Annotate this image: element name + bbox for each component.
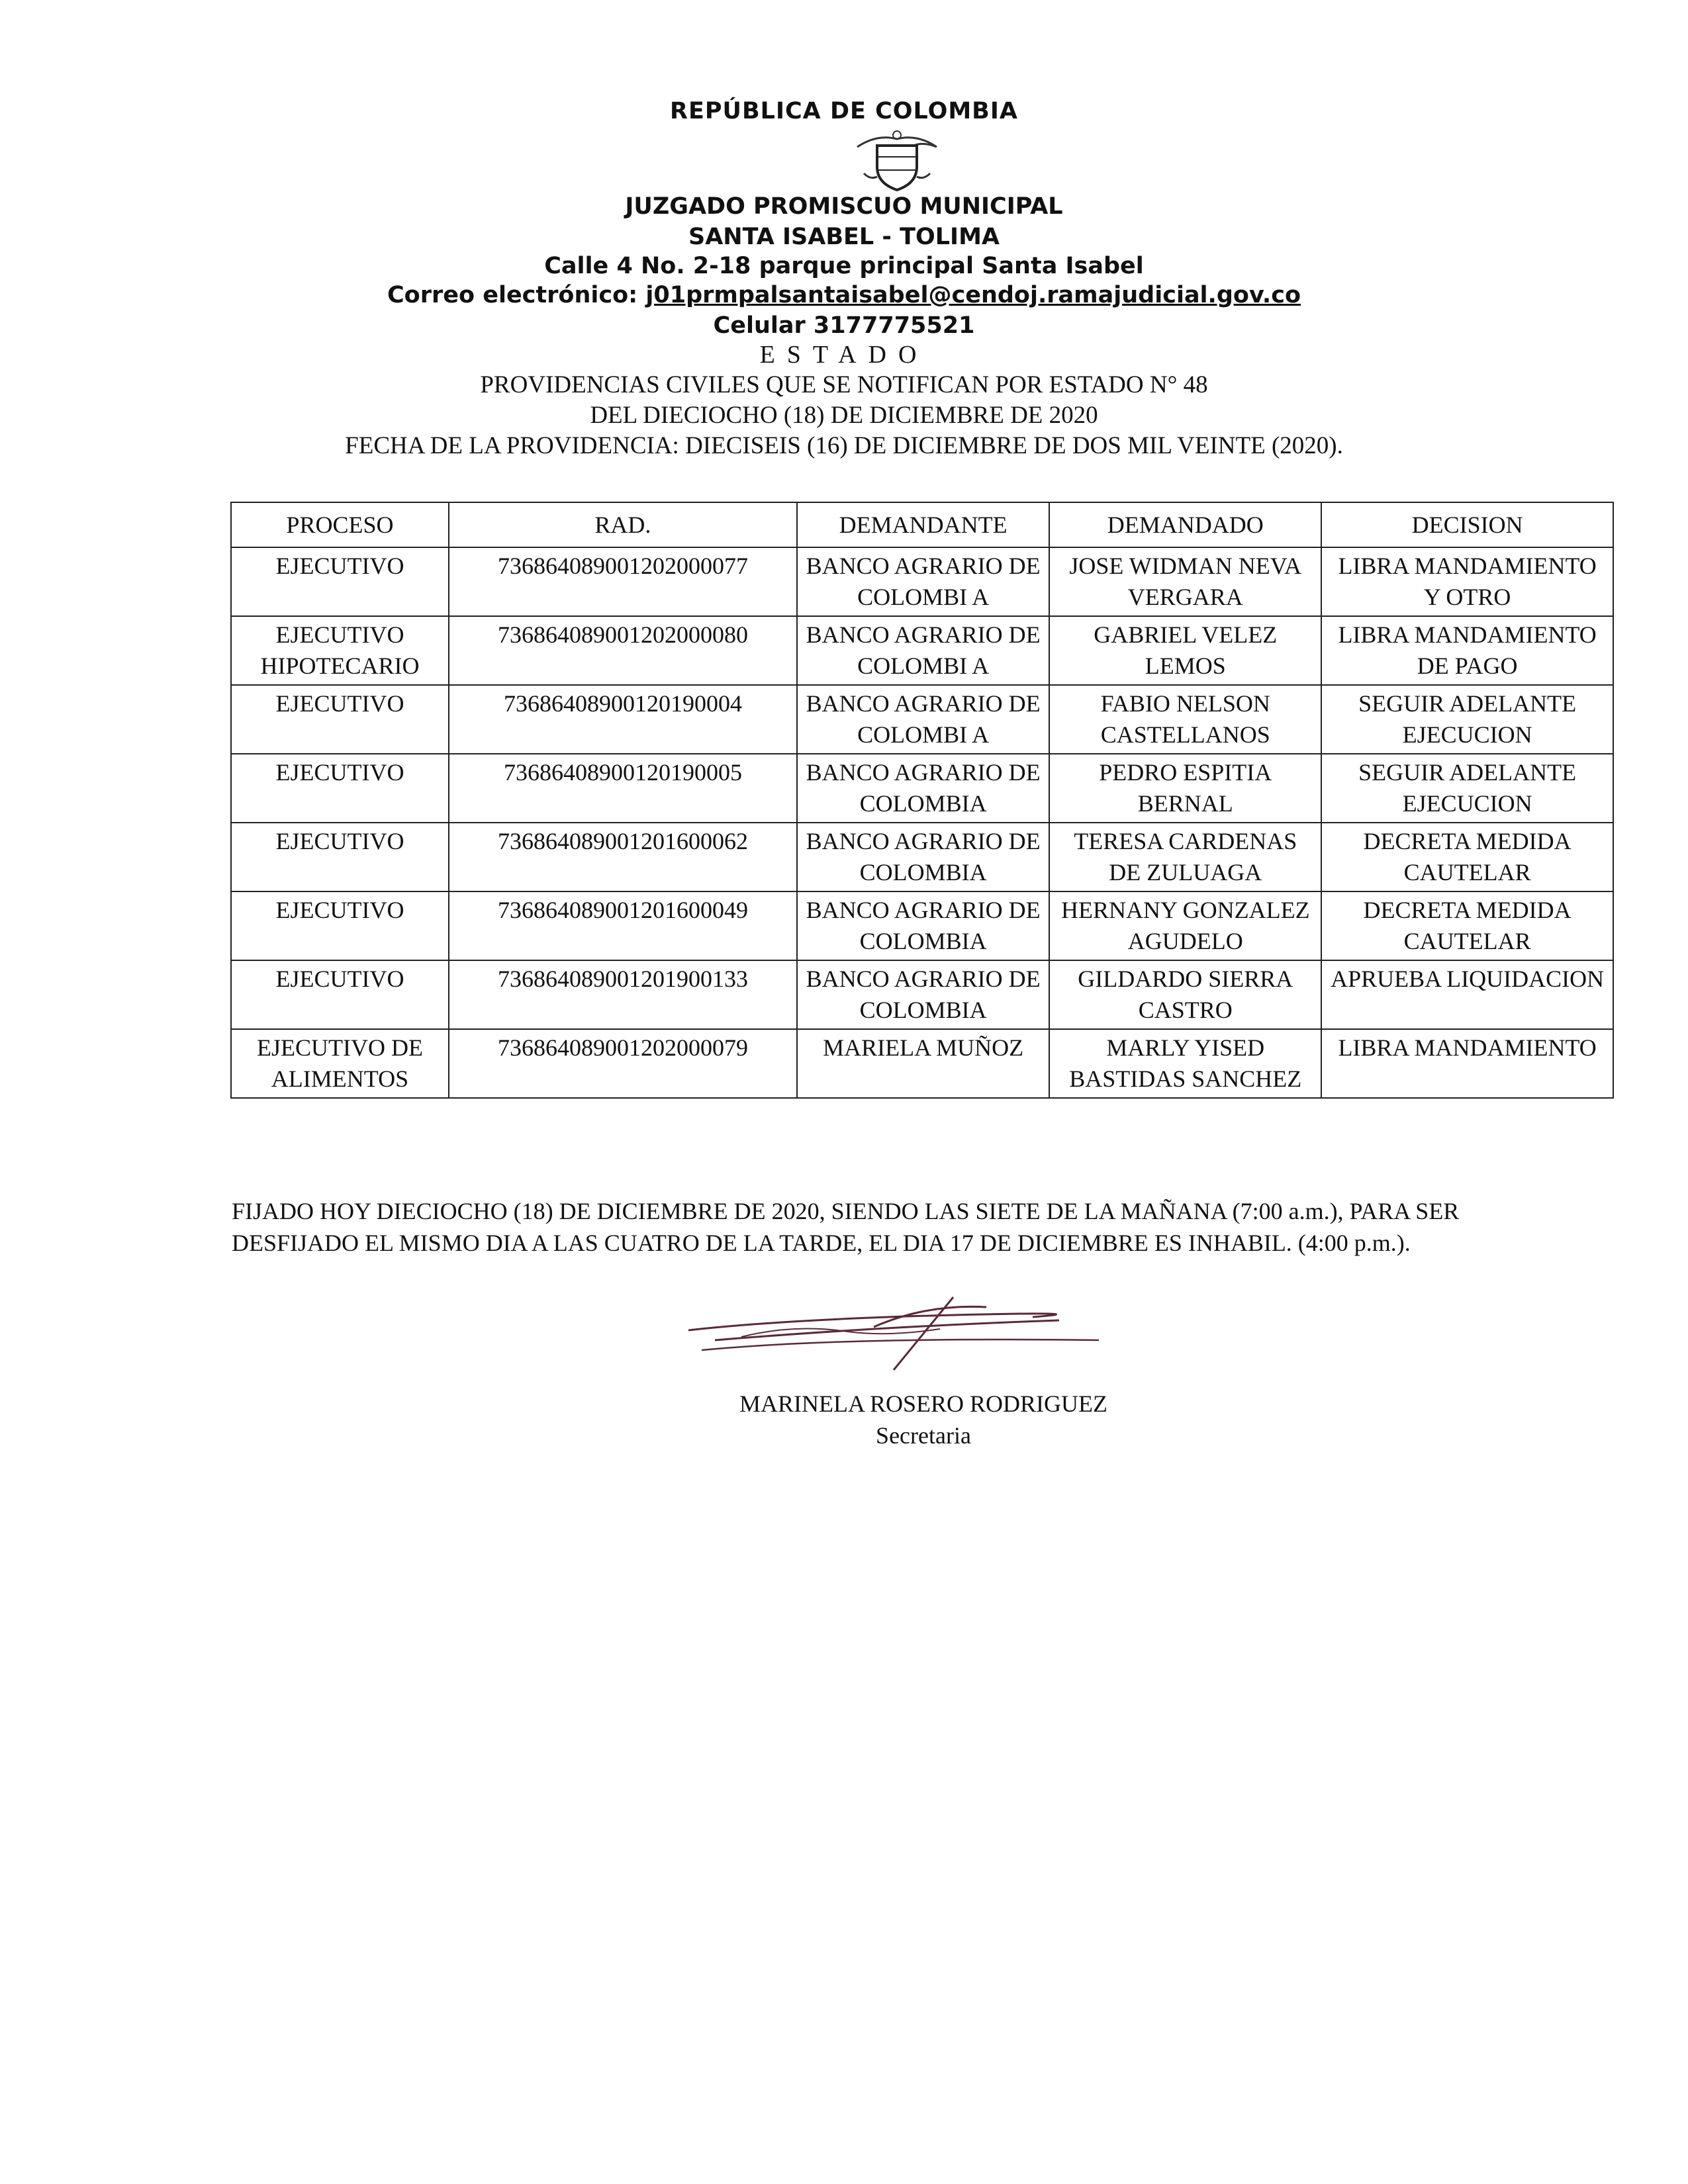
cell-rad: 73686408900120200007​7 (449, 547, 797, 616)
cell-decision: SEGUIR ADELANTE EJECUCION (1321, 754, 1613, 823)
cell-rad: 7368640890012019000​4 (449, 685, 797, 754)
cell-demandante: MARIELA MUÑOZ (797, 1029, 1049, 1098)
table-row (231, 547, 1613, 616)
cell-demandante: BANCO AGRARIO DE COLOMBIA (797, 960, 1049, 1029)
estado-table (230, 502, 1614, 1099)
cell-decision: DECRETA MEDIDA CAUTELAR (1321, 823, 1613, 891)
cell-demandante: BANCO AGRARIO DE COLOMBI A (797, 685, 1049, 754)
fecha-providencia-line: FECHA DE LA PROVIDENCIA: DIECISEIS (16) DE DICIEMBRE DE DOS MIL VEINTE (2020). (345, 432, 1343, 459)
table-row (231, 960, 1613, 1029)
header-demandado: DEMANDADO (1049, 502, 1321, 547)
table-row (231, 685, 1613, 754)
juzgado-heading: JUZGADO PROMISCUO MUNICIPAL (625, 193, 1063, 220)
cell-demandado: FABIO NELSON CASTELLANOS (1049, 685, 1321, 754)
cell-rad: 736864089001201900133 (449, 960, 797, 1029)
cell-decision: LIBRA MANDAMIENTO Y OTRO (1321, 547, 1613, 616)
cell-demandante: BANCO AGRARIO DE COLOMBIA (797, 891, 1049, 960)
phone-line: Celular 3177775521 (713, 312, 975, 339)
cell-demandado: GILDARDO SIERRA CASTRO (1049, 960, 1321, 1029)
cell-rad: 736864089001202000080 (449, 616, 797, 685)
cell-demandado: MARLY YISED BASTIDAS SANCHEZ (1049, 1029, 1321, 1098)
table-header-row (231, 502, 1613, 547)
date-line: DEL DIECIOCHO (18) DE DICIEMBRE DE 2020 (590, 402, 1098, 429)
cell-proceso: EJECUTIVO (231, 547, 449, 616)
email-line (0, 282, 1688, 308)
cell-demandado: HERNANY GONZALEZ AGUDELO (1049, 891, 1321, 960)
table-row (231, 823, 1613, 891)
table-row (231, 616, 1613, 685)
header-demandante: DEMANDANTE (797, 502, 1049, 547)
estado-title: ESTADO (759, 341, 929, 369)
cell-proceso: EJECUTIVO DE ALIMENTOS (231, 1029, 449, 1098)
cell-demandado: JOSE WIDMAN NEVA VERGARA (1049, 547, 1321, 616)
cell-proceso: EJECUTIVO (231, 754, 449, 823)
cell-decision: LIBRA MANDAMIENTO DE PAGO (1321, 616, 1613, 685)
cell-demandante: BANCO AGRARIO DE COLOMBIA (797, 754, 1049, 823)
coat-of-arms-icon (851, 127, 943, 193)
signature-icon (675, 1291, 1152, 1377)
cell-decision: APRUEBA LIQUIDACION (1321, 960, 1613, 1029)
cell-demandante: BANCO AGRARIO DE COLOMBIA (797, 823, 1049, 891)
email-link[interactable]: j01prmpalsantaisabel@cendoj.ramajudicial.gov.co (645, 282, 1301, 308)
cell-proceso: EJECUTIVO (231, 960, 449, 1029)
cell-proceso: EJECUTIVO (231, 685, 449, 754)
signer-role: Secretaria (876, 1422, 971, 1449)
cell-demandado: GABRIEL VELEZ LEMOS (1049, 616, 1321, 685)
cell-rad: 736864089001202000079 (449, 1029, 797, 1098)
cell-demandante: BANCO AGRARIO DE COLOMBI A (797, 616, 1049, 685)
cell-rad: 736864089001201600062 (449, 823, 797, 891)
address-line: Calle 4 No. 2-18 parque principal Santa Isabel (544, 253, 1144, 279)
cell-proceso: EJECUTIVO (231, 823, 449, 891)
cell-decision: LIBRA MANDAMIENTO (1321, 1029, 1613, 1098)
signer-name: MARINELA ROSERO RODRIGUEZ (739, 1390, 1107, 1417)
cell-rad: 736864089001201600049 (449, 891, 797, 960)
providencias-line: PROVIDENCIAS CIVILES QUE SE NOTIFICAN POR ESTADO N° 48 (480, 371, 1208, 398)
header-proceso: PROCESO (231, 502, 449, 547)
cell-rad: 73686408900120190005 (449, 754, 797, 823)
cell-demandante: BANCO AGRARIO DE COLOMBI A (797, 547, 1049, 616)
email-label: Correo electrónico: (387, 282, 646, 308)
cell-decision: DECRETA MEDIDA CAUTELAR (1321, 891, 1613, 960)
header-decision: DECISION (1321, 502, 1613, 547)
fijado-paragraph: FIJADO HOY DIECIOCHO (18) DE DICIEMBRE DE 2020, SIENDO LAS SIETE DE LA MAÑANA (7:00 a.m.), PARA SER DESFIJADO EL MISMO DIA A LAS CUATRO DE LA TARDE, EL DIA 17 DE DICIEMBRE ES INHABIL. (4:00 p.m.). (232, 1198, 1460, 1256)
cell-proceso: EJECUTIVO (231, 891, 449, 960)
location-heading: SANTA ISABEL - TOLIMA (688, 224, 1000, 250)
table-row (231, 1029, 1613, 1098)
cell-proceso: EJECUTIVO HIPOTECARIO (231, 616, 449, 685)
table-row (231, 891, 1613, 960)
table-row (231, 754, 1613, 823)
cell-decision: SEGUIR ADELANTE EJECUCION (1321, 685, 1613, 754)
cell-demandado: TERESA CARDENAS DE ZULUAGA (1049, 823, 1321, 891)
cell-demandado: PEDRO ESPITIA BERNAL (1049, 754, 1321, 823)
republica-heading: REPÚBLICA DE COLOMBIA (670, 98, 1018, 124)
header-rad: RAD. (449, 502, 797, 547)
